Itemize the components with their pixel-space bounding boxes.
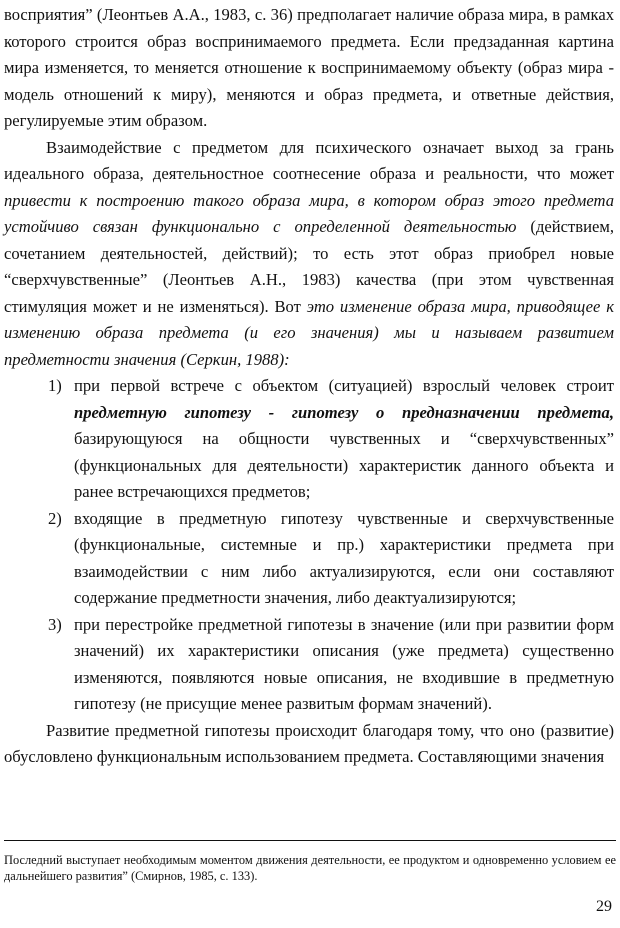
paragraph-2-text-c: (действием, сочетанием деятельностей, действий); то есть этот образ приобрел новые “сверхчувственные” (Леонтьев А.Н., 1983) качества (при этом чувственная стимуляция может и не изменяться). Вот [4, 217, 614, 316]
list-item [4, 612, 614, 718]
paragraph-2-italic-b: привести к построению такого образа мира, в котором образ этого предмета устойчиво связан функционально с определенной деятельностью [4, 190, 614, 236]
main-text [4, 2, 614, 771]
footnote: Последний выступает необходимым моментом движения деятельности, ее продуктом и одновременно условием ее дальнейшего развития” (Смирнов, 1985, с. 133). [4, 853, 616, 883]
list-item-number: 1) [48, 376, 62, 395]
list-item-number: 2) [48, 508, 62, 528]
list-item-text: при первой встрече с объектом (ситуацией) взрослый человек строит [74, 376, 614, 395]
numbered-list [4, 373, 614, 718]
list-item-text-continued: базирующуюся на общности чувственных и “сверхчувственных” (функциональных для деятельности) характеристик данного объекта и ранее встречающихся предметов; [74, 429, 614, 501]
paragraph-1-text: восприятия” (Леонтьев А.А., 1983, с. 36) предполагает наличие образа мира, в рамках которого строится образ воспринимаемого предмета. Если предзаданная картина мира изменяется, то меняется отношение к воспринимаемому объекту (образ мира - модель отношений к миру), меняются и образ предмета, и ответные действия, регулируемые этим образом. [4, 5, 614, 130]
list-item-text: входящие в предметную гипотезу чувственные и сверхчувственные (функциональные, системные и пр.) характеристики предмета при взаимодействии с ним либо актуализируются, если они составляют содержание предметности значения, либо деактуализируются; [74, 508, 614, 607]
paragraph-2-text-a: Взаимодействие с предметом для психического означает выход за грань идеального образа, деятельностное соотнесение образа и реальности, что может [4, 137, 614, 183]
paragraph-1 [4, 2, 614, 135]
page-number: 29 [596, 898, 612, 915]
paragraph-3-text: Развитие предметной гипотезы происходит благодаря тому, что оно (развитие) обусловлено функциональным использованием предмета. Составляющими значения [4, 720, 614, 766]
list-item [4, 373, 614, 506]
list-item-number: 3) [48, 614, 62, 634]
list-item-text: при перестройке предметной гипотезы в значение (или при развитии форм значений) их характеристики описания (уже предмета) существенно изменяются, появляются новые описания, не входившие в предметную гипотезу (не присущие менее развитым формам значений). [74, 614, 614, 713]
paragraph-3 [4, 718, 614, 771]
list-item-emphasis: предметную гипотезу - гипотезу о предназначении предмета, [74, 402, 614, 422]
paragraph-2-italic-d: это изменение образа мира, приводящее к изменению образа предмета (и его значения) мы и называем развитием предметности значения (Серкин, 1988): [4, 296, 614, 369]
paragraph-2 [4, 135, 614, 374]
footnote-divider [4, 840, 616, 841]
list-item [4, 506, 614, 612]
